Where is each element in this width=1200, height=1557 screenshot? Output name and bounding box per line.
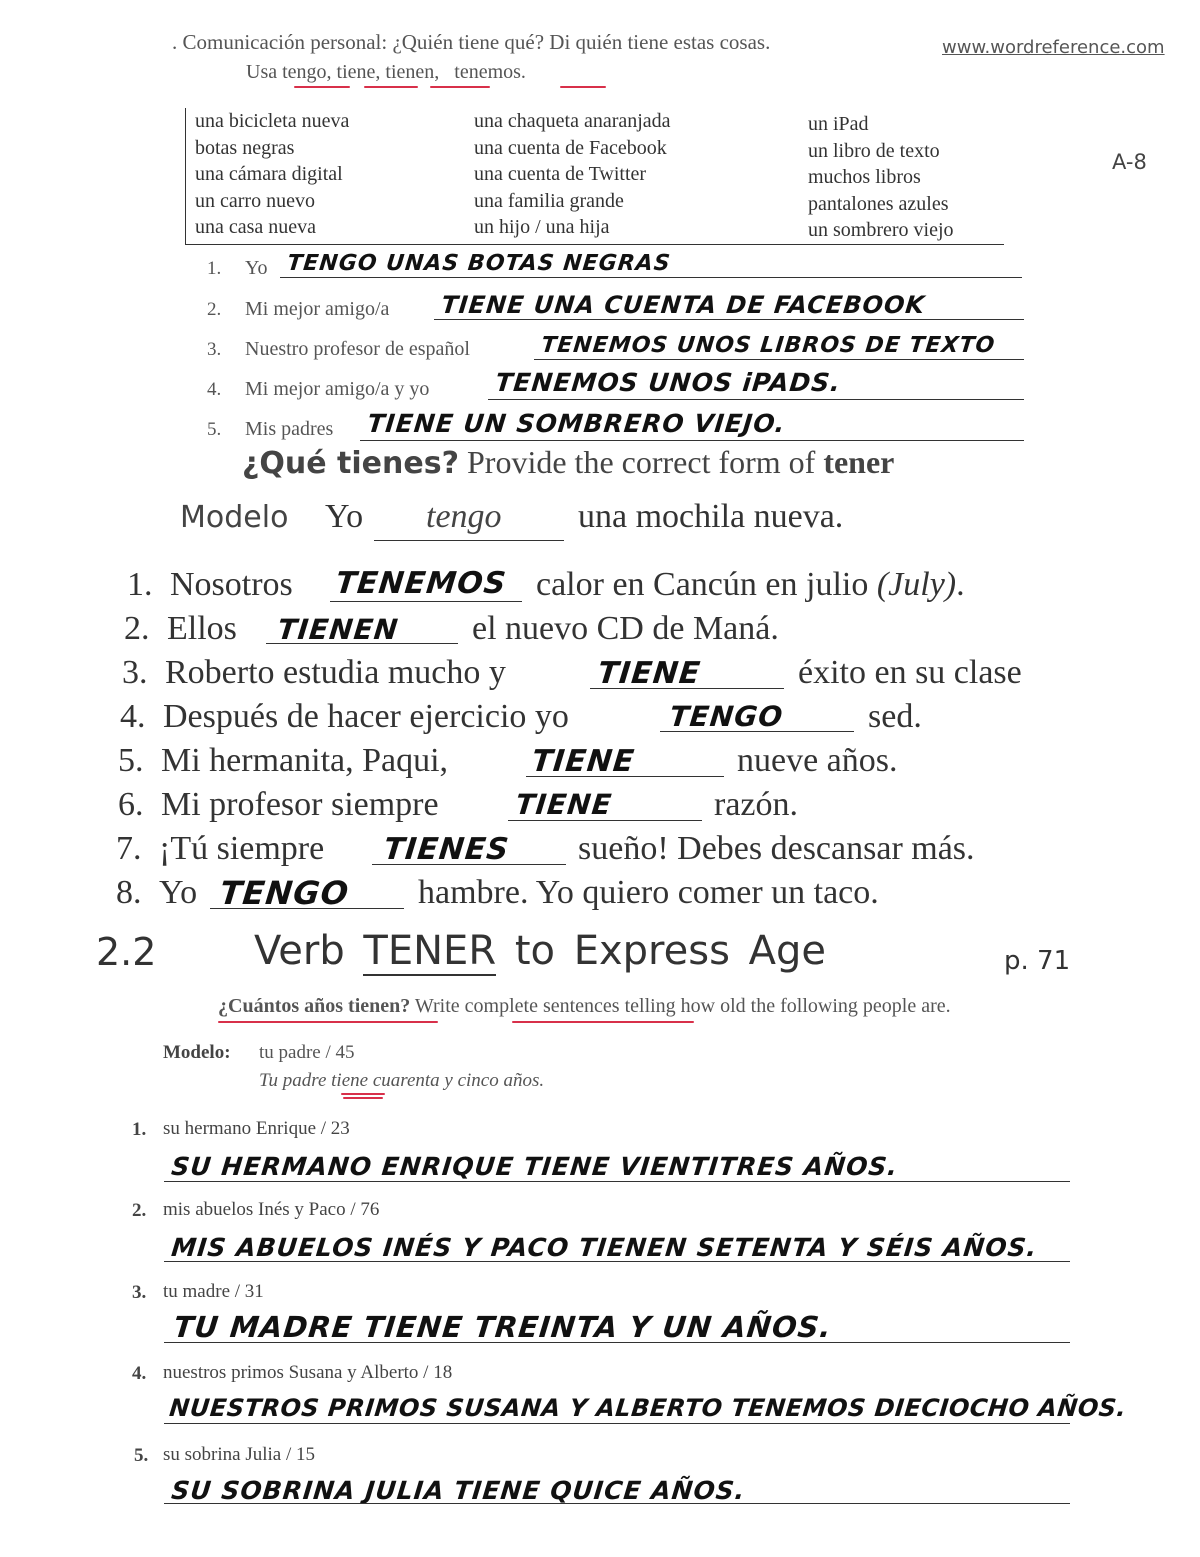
usa-prefix: Usa: [246, 61, 278, 83]
section3-number: 2.2: [96, 930, 157, 974]
vocab-item: una cuenta de Facebook: [474, 136, 667, 159]
vocab-column-1: [195, 108, 349, 241]
vocab-column-2: [474, 108, 671, 241]
item-number: 1.: [127, 566, 153, 603]
instruction-ul: complete sentences: [464, 995, 620, 1017]
red-underline-tiene-modelo: [341, 1093, 385, 1095]
vocab-item: pantalones azules: [808, 192, 949, 215]
usa-last: tenemos.: [454, 61, 526, 83]
section2-modelo: [180, 500, 288, 535]
handwritten-answer[interactable]: TIENE: [530, 744, 637, 779]
vocab-item: una bicicleta nueva: [195, 110, 350, 132]
section2-title: [242, 444, 894, 481]
item-number: 5.: [134, 1445, 149, 1466]
instruction-bold: ¿Cuántos años tienen?: [218, 995, 411, 1017]
handwritten-answer[interactable]: SU SOBRINA JULIA TIENE QUICE AÑOS.: [170, 1476, 747, 1505]
item-prompt: tu madre / 31: [163, 1281, 264, 1302]
answer-line: [210, 908, 404, 909]
modelo-line: [374, 540, 564, 541]
item-before: Mi hermanita, Paqui,: [161, 742, 449, 779]
handwritten-answer[interactable]: NUESTROS PRIMOS SUSANA Y ALBERTO TENEMOS DIECIOCHO AÑOS.: [168, 1394, 1128, 1422]
section3-title-pre: Verb: [254, 928, 345, 974]
handwritten-answer[interactable]: TENEMOS: [334, 566, 509, 601]
item-after-text: calor en Cancún en julio: [536, 566, 869, 603]
answer-line: [660, 731, 854, 732]
handwritten-answer[interactable]: MIS ABUELOS INÉS Y PACO TIENEN SETENTA Y SÉIS AÑOS.: [170, 1233, 1039, 1262]
handwritten-answer[interactable]: TENGO: [218, 874, 351, 912]
item-before: ¡Tú siempre: [159, 830, 325, 867]
modelo-answer: tengo: [426, 498, 502, 535]
answer-line: [280, 277, 1022, 278]
handwritten-answer[interactable]: TENGO: [668, 700, 785, 733]
worksheet-title: . Comunicación personal: ¿Quién tiene qué? Di quién tiene estas cosas.: [172, 30, 771, 54]
vocab-item: una cámara digital: [195, 163, 343, 186]
item-number: 4.: [132, 1363, 147, 1384]
vocab-item: un libro de texto: [808, 139, 940, 162]
answer-line: [488, 399, 1024, 400]
answer-line: [590, 688, 784, 689]
instruction-post: telling how old the following people are.: [624, 995, 951, 1017]
red-underline-tenemos: [560, 86, 606, 88]
section2-title-verb: tener: [823, 444, 895, 480]
answer-line: [526, 776, 724, 777]
item-before: Mi profesor siempre: [161, 786, 439, 823]
item-after-italic: (July): [876, 566, 957, 603]
red-underline-complete: [512, 1021, 694, 1023]
answer-line: [164, 1181, 1070, 1182]
item-number: 1.: [207, 258, 222, 279]
handwritten-answer[interactable]: SU HERMANO ENRIQUE TIENE VIENTITRES AÑOS.: [170, 1152, 900, 1181]
section3-modelo: [163, 1042, 231, 1064]
section3-title-verb: TENER: [363, 928, 497, 974]
vocab-item: muchos libros: [808, 166, 921, 189]
handwritten-answer[interactable]: TIENE UNA CUENTA DE FACEBOOK: [440, 291, 927, 319]
handwritten-answer[interactable]: TENEMOS UNOS LIBROS DE TEXTO: [540, 333, 997, 358]
vocab-item: un carro nuevo: [195, 189, 315, 212]
item-number: 6.: [118, 786, 144, 823]
vocab-item: un iPad: [808, 113, 869, 135]
modelo-rest: una mochila nueva.: [578, 498, 844, 535]
answer-line: [372, 864, 566, 865]
handwritten-answer[interactable]: TIENE UN SOMBRERO VIEJO.: [366, 409, 788, 438]
handwritten-answer[interactable]: TIENE: [596, 656, 703, 691]
vocab-item: botas negras: [195, 136, 295, 159]
handwritten-answer[interactable]: TIENE: [514, 788, 614, 821]
section3-modelo-answer: [259, 1070, 544, 1092]
red-underline-tienen: [430, 86, 490, 88]
vocab-item: un sombrero viejo: [808, 219, 954, 242]
red-underline-tengo: [294, 86, 350, 88]
answer-line: [164, 1423, 1070, 1424]
section2-title-bold: ¿Qué tienes?: [242, 446, 459, 481]
item-after: el nuevo CD de Maná.: [472, 610, 779, 647]
usa-instruction: [246, 61, 526, 84]
item-prompt: Yo: [245, 257, 268, 279]
handwritten-answer[interactable]: TIENES: [382, 832, 512, 867]
item-after-end: .: [956, 566, 965, 603]
section2-title-rest: Provide the correct form of: [467, 444, 816, 480]
vocab-item: una familia grande: [474, 189, 624, 212]
modelo-label: Modelo:: [163, 1042, 231, 1063]
modelo-answer-post: cuarenta y cinco años.: [372, 1070, 545, 1091]
answer-line: [434, 319, 1024, 320]
answer-line: [330, 601, 522, 602]
section3-title: [254, 928, 826, 974]
item-number: 3.: [132, 1282, 147, 1303]
modelo-label: Modelo: [180, 500, 289, 535]
item-number: 4.: [207, 379, 222, 400]
item-number: 2.: [132, 1200, 147, 1221]
item-prompt: Nuestro profesor de español: [245, 338, 470, 360]
item-number: 4.: [120, 698, 146, 735]
item-prompt: mis abuelos Inés y Paco / 76: [163, 1199, 380, 1220]
vocab-column-3: [808, 111, 954, 244]
item-prompt: Mi mejor amigo/a y yo: [245, 378, 430, 400]
modelo-subject: Yo: [325, 498, 364, 535]
item-before: Roberto estudia mucho y: [165, 654, 506, 691]
answer-line: [360, 440, 1024, 441]
answer-line: [164, 1342, 1070, 1343]
item-after: nueve años.: [737, 742, 898, 779]
item-number: 7.: [116, 830, 142, 867]
item-before: Yo: [159, 874, 198, 911]
vocab-item: una casa nueva: [195, 216, 317, 239]
item-prompt: nuestros primos Susana y Alberto / 18: [163, 1362, 453, 1383]
item-number: 3.: [122, 654, 148, 691]
vocab-item: una chaqueta anaranjada: [474, 110, 671, 132]
item-after: éxito en su clase: [798, 654, 1022, 691]
answer-line: [164, 1503, 1070, 1504]
handwritten-answer[interactable]: TENGO UNAS BOTAS NEGRAS: [286, 251, 672, 276]
item-number: 5.: [118, 742, 144, 779]
answer-line: [164, 1261, 1070, 1262]
modelo-answer-pre: Tu padre: [259, 1070, 327, 1091]
red-underline-cuantos: [218, 1021, 438, 1023]
item-after: [536, 566, 965, 604]
item-number: 5.: [207, 419, 222, 440]
item-after: hambre. Yo quiero comer un taco.: [418, 874, 879, 911]
item-after: sueño! Debes descansar más.: [578, 830, 975, 867]
item-prompt: su sobrina Julia / 15: [163, 1444, 315, 1465]
answer-line: [534, 359, 1024, 360]
item-prompt: Mi mejor amigo/a: [245, 298, 390, 320]
modelo-answer-verb: tiene: [331, 1070, 369, 1091]
answer-line: [266, 643, 458, 644]
item-prompt: su hermano Enrique / 23: [163, 1118, 350, 1139]
item-before: Ellos: [167, 610, 237, 647]
website-link[interactable]: www.wordreference.com: [942, 37, 1165, 58]
red-underline-tiene: [364, 86, 418, 88]
item-before: Nosotros: [170, 566, 293, 603]
usa-forms: tengo, tiene, tienen,: [282, 61, 440, 83]
section3-instruction: [218, 995, 951, 1018]
item-number: 3.: [207, 339, 222, 360]
red-underline-tiene-modelo-2: [343, 1097, 383, 1099]
item-number: 2.: [207, 299, 222, 320]
handwritten-answer[interactable]: TENEMOS UNOS iPADS.: [494, 368, 843, 397]
vocab-item: un hijo / una hija: [474, 216, 610, 239]
item-before: Después de hacer ejercicio yo: [163, 698, 569, 735]
answer-line: [508, 820, 702, 821]
section3-page: p. 71: [1004, 946, 1071, 976]
section3-title-post: to Express Age: [514, 928, 826, 974]
handwritten-answer[interactable]: TU MADRE TIENE TREINTA Y UN AÑOS.: [172, 1310, 834, 1344]
item-number: 1.: [132, 1119, 147, 1140]
item-after: razón.: [714, 786, 799, 823]
handwritten-answer[interactable]: TIENEN: [276, 613, 401, 646]
page-code: A-8: [1112, 150, 1147, 174]
instruction-pre: Write: [414, 995, 460, 1017]
item-number: 2.: [124, 610, 150, 647]
item-number: 8.: [116, 874, 142, 911]
vocab-item: una cuenta de Twitter: [474, 163, 647, 186]
item-after: sed.: [868, 698, 922, 735]
item-prompt: Mis padres: [245, 418, 334, 440]
section3-modelo-prompt: tu padre / 45: [259, 1042, 355, 1063]
